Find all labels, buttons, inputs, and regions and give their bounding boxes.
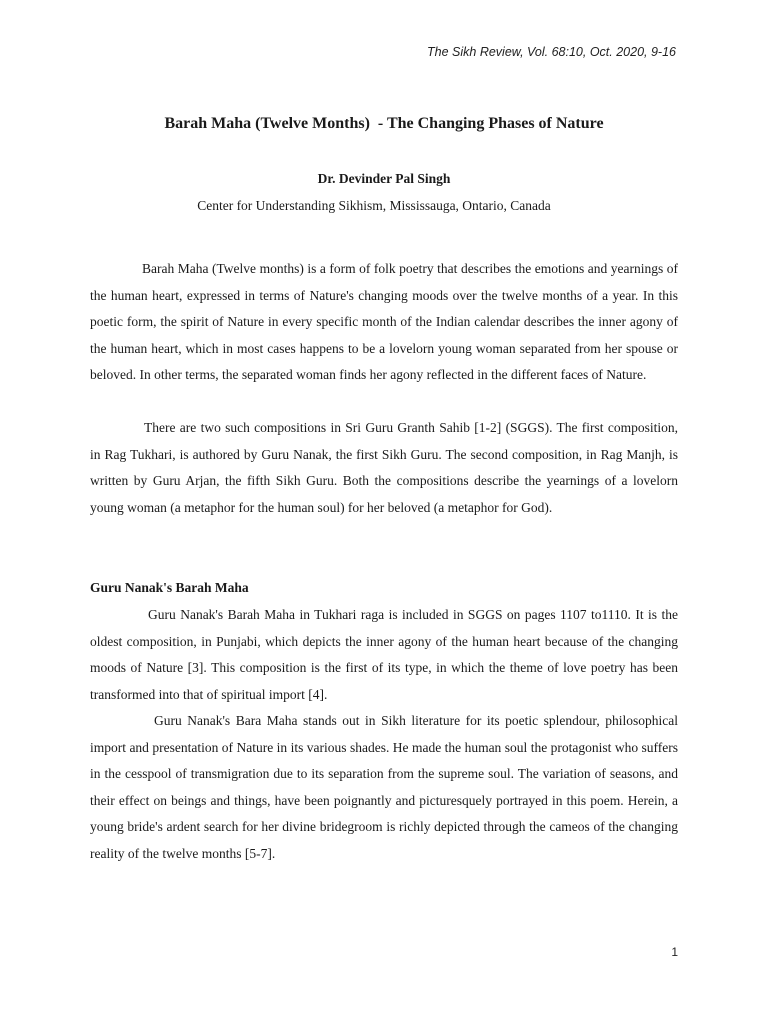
author-name: Dr. Devinder Pal Singh xyxy=(317,171,451,186)
section-heading: Guru Nanak's Barah Maha xyxy=(90,580,249,595)
intro-paragraph-1: Barah Maha (Twelve months) is a form of folk poetry that describes the emotions and yearnings of the human heart, expressed in terms of Nature's changing moods over the twelve months of a year. In this poetic form, the spirit of Nature in every specific month of the Indian calendar describes the inner agony of the human heart, which in most cases happens to be a lovelorn young woman separated from her spouse or beloved. In other terms, the separated woman finds her agony reflected in the different faces of Nature. xyxy=(90,261,678,383)
journal-citation: The Sikh Review, Vol. 68:10, Oct. 2020, 9-16 xyxy=(427,45,676,59)
page-number: 1 xyxy=(671,945,678,959)
article-title: Barah Maha (Twelve Months) - The Changing Phases of Nature xyxy=(164,115,604,132)
intro-paragraph-2: There are two such compositions in Sri Guru Granth Sahib [1-2] (SGGS). The first composition, in Rag Tukhari, is authored by Guru Nanak, the first Sikh Guru. The second composition, in Rag Manjh, is written by Guru Arjan, the fifth Sikh Guru. Both the compositions describe the yearnings of a lovelorn young woman (a metaphor for the human soul) for her beloved (a metaphor for God). xyxy=(90,420,678,515)
section-paragraph-1: Guru Nanak's Barah Maha in Tukhari raga is included in SGGS on pages 1107 to1110. It is the oldest composition, in Punjabi, which depicts the inner agony of the human heart because of the changing moods of Nature [3]. This composition is the first of its type, in which the theme of love poetry has been transformed into that of spiritual import [4]. xyxy=(90,607,678,702)
section-paragraph-2: Guru Nanak's Bara Maha stands out in Sikh literature for its poetic splendour, philosophical import and presentation of Nature in its various shades. He made the human soul the protagonist who suffers in the cesspool of transmigration due to its separation from the supreme soul. The variation of seasons, and their effect on beings and things, have been poignantly and picturesquely portrayed in this poem. Herein, a young bride's ardent search for her divine bridegroom is richly depicted through the cameos of the changing reality of the twelve months [5-7]. xyxy=(90,713,678,861)
author-affiliation: Center for Understanding Sikhism, Mississauga, Ontario, Canada xyxy=(197,198,551,213)
